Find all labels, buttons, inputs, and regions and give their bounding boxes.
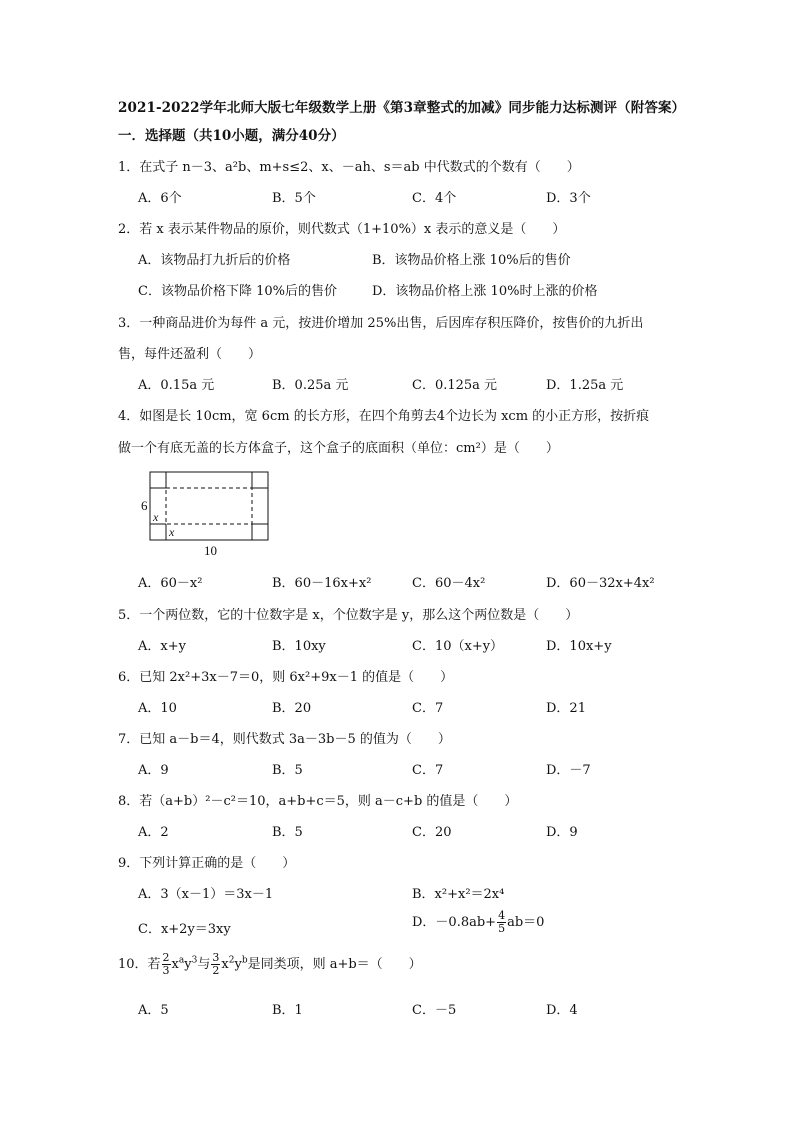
question-6-stem: 6．已知 2x²+3x－7＝0，则 6x²+9x－1 的值是（ ） bbox=[118, 670, 454, 685]
q7-option-b: B．5 bbox=[272, 763, 303, 778]
q3-option-a: A．0.15a 元 bbox=[138, 378, 215, 393]
term: y bbox=[184, 957, 192, 972]
q9-option-d bbox=[412, 910, 544, 935]
q8-option-d: D．9 bbox=[546, 825, 578, 840]
q1-option-a: A．6个 bbox=[138, 191, 182, 206]
fraction-numerator: 2 bbox=[162, 951, 170, 964]
q7-option-c: C．7 bbox=[412, 763, 444, 778]
q10-option-d: D．4 bbox=[546, 1003, 578, 1018]
q3-option-b: B．0.25a 元 bbox=[272, 378, 349, 393]
q7-option-a: A．9 bbox=[138, 763, 169, 778]
fraction-denominator: 5 bbox=[498, 922, 506, 935]
q6-option-c: C．7 bbox=[412, 701, 444, 716]
q8-option-b: B．5 bbox=[272, 825, 303, 840]
q4-option-a: A．60－x² bbox=[138, 576, 203, 591]
q10-option-c: C．－5 bbox=[412, 1003, 457, 1018]
x-label-bottom: x bbox=[169, 525, 175, 539]
q1-option-d: D．3个 bbox=[546, 191, 591, 206]
q2-option-b: B．该物品价格上涨 10%后的售价 bbox=[372, 253, 571, 268]
box-net-diagram bbox=[138, 468, 278, 560]
question-5-stem: 5．一个两位数，它的十位数字是 x，个位数字是 y，那么这个两位数是（ ） bbox=[118, 608, 579, 623]
q4-option-c: C．60－4x² bbox=[412, 576, 486, 591]
q7-option-d: D．－7 bbox=[546, 763, 591, 778]
question-8-stem: 8．若（a+b）²－c²＝10，a+b+c＝5，则 a－c+b 的值是（ ） bbox=[118, 794, 518, 809]
question-2-stem: 2．若 x 表示某件物品的原价，则代数式（1+10%）x 表示的意义是（ ） bbox=[118, 222, 566, 237]
q4-option-d: D．60－32x+4x² bbox=[546, 576, 655, 591]
exponent: a bbox=[178, 955, 185, 966]
document-title: 2021-2022学年北师大版七年级数学上册《第3章整式的加减》同步能力达标测评（附答案） bbox=[118, 100, 686, 116]
fraction bbox=[497, 910, 506, 935]
rectangle-figure bbox=[138, 468, 278, 564]
q9-option-c: C．x+2y＝3xy bbox=[138, 922, 231, 937]
q5-option-d: D．10x+y bbox=[546, 639, 612, 654]
question-7-stem: 7．已知 a－b＝4，则代数式 3a－3b－5 的值为（ ） bbox=[118, 732, 451, 747]
exponent: b bbox=[241, 955, 248, 966]
term: x bbox=[171, 957, 179, 972]
q9-option-d-tail: ab＝0 bbox=[507, 915, 545, 930]
fraction bbox=[211, 952, 220, 977]
q2-option-d: D．该物品价格上涨 10%时上涨的价格 bbox=[372, 284, 598, 299]
q4-option-b: B．60－16x+x² bbox=[272, 576, 372, 591]
fraction bbox=[162, 952, 171, 977]
q6-option-a: A．10 bbox=[138, 701, 177, 716]
question-10-stem bbox=[118, 952, 422, 977]
q2-option-a: A．该物品打九折后的价格 bbox=[138, 253, 291, 268]
width-label: 10 bbox=[204, 543, 217, 558]
q5-option-b: B．10xy bbox=[272, 639, 326, 654]
q8-option-a: A．2 bbox=[138, 825, 169, 840]
question-4-stem-line2: 做一个有底无盖的长方体盒子，这个盒子的底面积（单位：cm²）是（ ） bbox=[118, 441, 559, 456]
question-9-stem: 9．下列计算正确的是（ ） bbox=[118, 856, 296, 871]
q1-option-b: B．5个 bbox=[272, 191, 316, 206]
fraction-numerator: 3 bbox=[212, 951, 220, 964]
question-1-stem: 1．在式子 n－3、a²b、m+s≤2、x、－ah、s＝ab 中代数式的个数有（ ） bbox=[118, 160, 580, 175]
q10-option-b: B．1 bbox=[272, 1003, 303, 1018]
q3-option-c: C．0.125a 元 bbox=[412, 378, 498, 393]
fraction-numerator: 4 bbox=[498, 909, 506, 922]
q5-option-c: C．10（x+y） bbox=[412, 639, 504, 654]
connector: 与 bbox=[197, 957, 211, 972]
q9-option-b: B．x²+x²＝2x⁴ bbox=[412, 887, 505, 902]
q6-option-d: D．21 bbox=[546, 701, 586, 716]
q2-option-c: C．该物品价格下降 10%后的售价 bbox=[138, 284, 337, 299]
q6-option-b: B．20 bbox=[272, 701, 312, 716]
q3-option-d: D．1.25a 元 bbox=[546, 378, 624, 393]
q5-option-a: A．x+y bbox=[138, 639, 186, 654]
x-label-left: x bbox=[153, 510, 159, 524]
term: y bbox=[234, 957, 242, 972]
outer-rectangle bbox=[150, 472, 268, 540]
exponent: 3 bbox=[191, 955, 198, 966]
exponent: 2 bbox=[228, 955, 235, 966]
term: x bbox=[221, 957, 229, 972]
q9-option-a: A．3（x－1）＝3x－1 bbox=[138, 887, 274, 902]
fraction-denominator: 3 bbox=[162, 964, 170, 977]
q10-option-a: A．5 bbox=[138, 1003, 169, 1018]
height-label: 6 bbox=[141, 498, 148, 513]
question-3-stem-line1: 3．一种商品进价为每件 a 元，按进价增加 25%出售，后因库存积压降价，按售价的九折出 bbox=[118, 316, 644, 331]
fold-lines bbox=[166, 488, 252, 524]
question-4-stem-line1: 4．如图是长 10cm，宽 6cm 的长方形，在四个角剪去4个边长为 xcm 的小正方形，按折痕 bbox=[118, 409, 650, 424]
q9-option-d-lead: D．－0.8ab+ bbox=[412, 915, 497, 930]
q8-option-c: C．20 bbox=[412, 825, 452, 840]
section-heading: 一．选择题（共10小题，满分40分） bbox=[118, 128, 345, 144]
q1-option-c: C．4个 bbox=[412, 191, 457, 206]
fraction-denominator: 2 bbox=[212, 964, 220, 977]
q10-tail: 是同类项，则 a+b＝（ ） bbox=[247, 957, 422, 972]
question-3-stem-line2: 售，每件还盈利（ ） bbox=[118, 347, 262, 362]
q10-lead: 10．若 bbox=[118, 957, 161, 972]
